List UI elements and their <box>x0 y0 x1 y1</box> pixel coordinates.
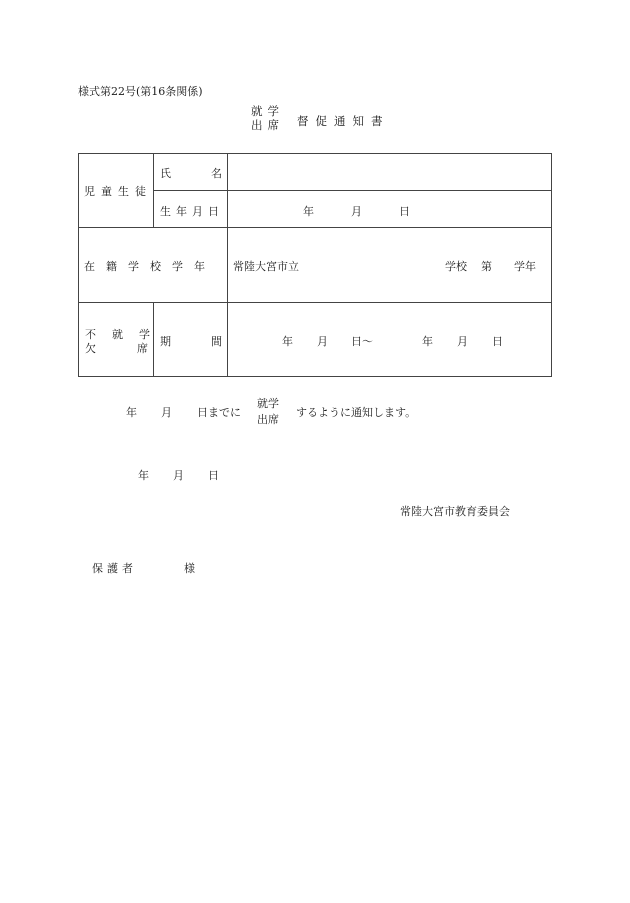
period-day-2: 日 <box>492 335 503 348</box>
dob-month: 月 <box>351 205 362 218</box>
issuer: 常陸大宮市教育委員会 <box>400 505 510 518</box>
table-line <box>78 227 552 228</box>
period-month-1: 月 <box>317 335 328 348</box>
dob-label: 生年月日 <box>160 205 224 218</box>
school-suffix: 学校 <box>445 260 467 273</box>
sentence-year: 年 <box>126 406 137 419</box>
dob-year: 年 <box>303 205 314 218</box>
school-prefix: 常陸大宮市立 <box>233 260 299 273</box>
date-month: 月 <box>173 469 184 482</box>
student-label: 児童生徒 <box>84 185 152 198</box>
form-number: 様式第22号(第16条関係) <box>78 85 203 98</box>
sentence-stack <box>257 396 279 428</box>
addressee-honorific: 様 <box>184 562 195 575</box>
period-label-1: 期 <box>160 335 171 348</box>
name-field[interactable] <box>230 158 548 186</box>
date-year: 年 <box>138 469 149 482</box>
grade-prefix: 第 <box>481 260 492 273</box>
name-label-2: 名 <box>211 167 222 180</box>
sentence-by-day: 日までに <box>197 406 241 419</box>
school-label: 在籍学校学年 <box>84 260 216 273</box>
sentence-stack-bottom: 出席 <box>257 413 279 426</box>
sentence-month: 月 <box>161 406 172 419</box>
table-line <box>78 302 552 303</box>
sentence-stack-top: 就学 <box>257 397 279 410</box>
absence-top: 不就学 <box>85 328 166 341</box>
title-stack-bottom: 出席 <box>251 118 284 132</box>
table-line <box>227 153 228 377</box>
period-month-2: 月 <box>457 335 468 348</box>
addressee-label: 保護者 <box>92 562 137 575</box>
name-label-1: 氏 <box>160 167 171 180</box>
period-day-1: 日〜 <box>351 335 373 348</box>
sentence-rest: するように通知します。 <box>296 406 417 419</box>
date-day: 日 <box>208 469 219 482</box>
period-year-2: 年 <box>422 335 433 348</box>
absence-bottom-1: 欠 <box>85 342 96 355</box>
grade-suffix: 学年 <box>514 260 536 273</box>
title-stack <box>251 104 284 132</box>
dob-day: 日 <box>399 205 410 218</box>
table-line <box>153 153 154 227</box>
period-label-2: 間 <box>211 335 222 348</box>
document-title: 督促通知書 <box>297 114 390 128</box>
period-year-1: 年 <box>282 335 293 348</box>
absence-bottom-2: 席 <box>137 342 148 355</box>
table-line <box>153 190 552 191</box>
title-stack-top: 就学 <box>251 104 284 118</box>
